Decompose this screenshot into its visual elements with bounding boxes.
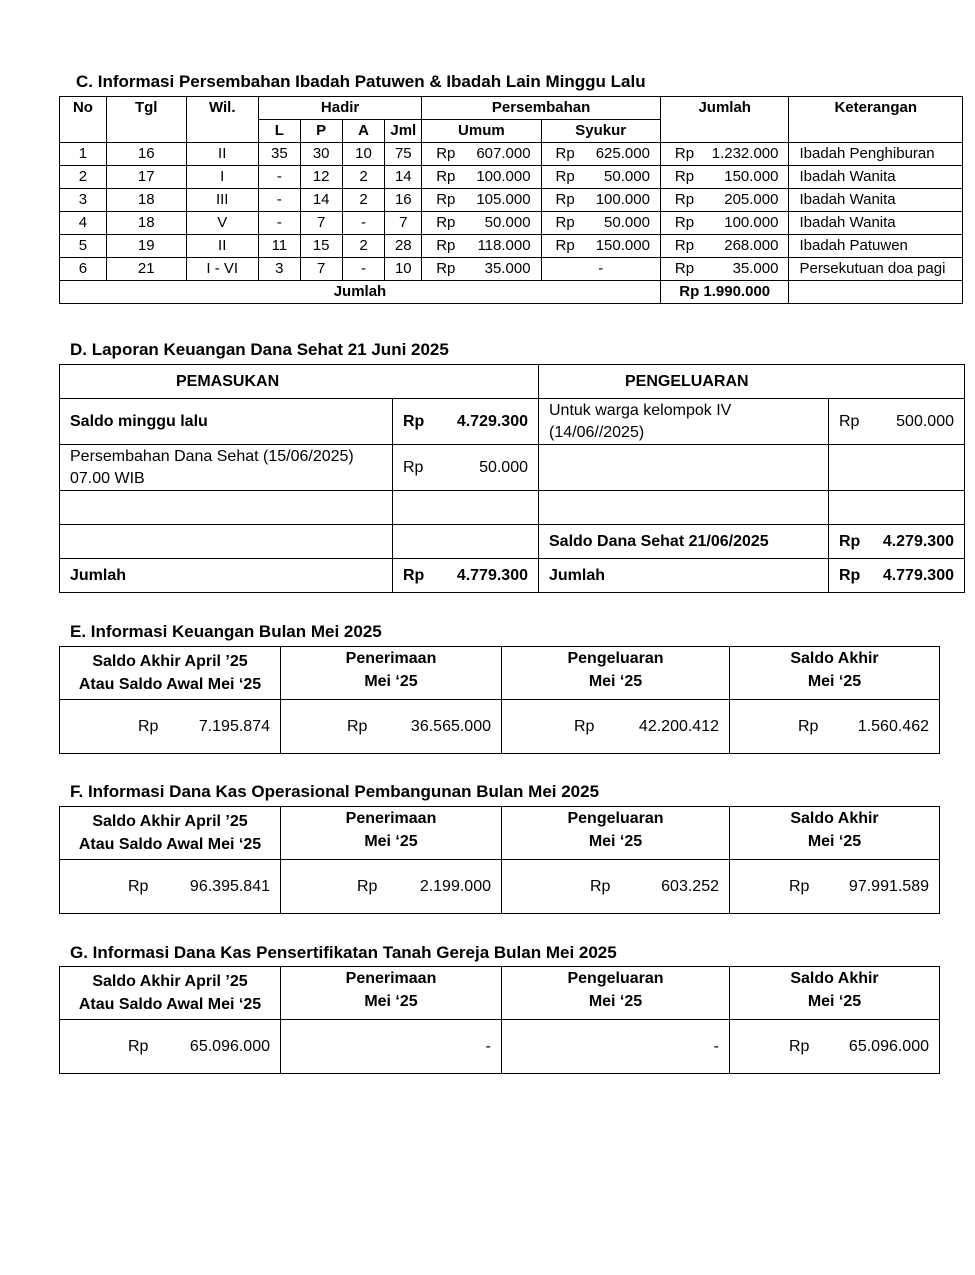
header-saldo-akhir: Saldo Akhir Mei ‘25 [730,647,940,700]
cell-a: 2 [342,189,385,212]
value-saldo-akhir: Rp 97.991.589 [730,860,940,914]
header-pengeluaran: Pengeluaran Mei ‘25 [502,647,730,700]
table-row [60,491,965,525]
cell-tgl: 21 [106,258,186,281]
jumlah-out-value: Rp 4.779.300 [829,559,965,593]
cell-p: 7 [300,212,342,235]
saldo-akhir-label: Saldo Dana Sehat 21/06/2025 [539,525,829,559]
expense-item-label: Untuk warga kelompok IV (14/06//2025) [539,399,829,445]
table-row [60,166,963,189]
cell-jumlah: Rp 268.000 [660,235,789,258]
cell-syukur: Rp 50.000 [541,166,660,189]
jumlah-out-label: Jumlah [539,559,829,593]
cell-l: - [258,212,300,235]
empty-cell [829,445,965,491]
header-l: L [258,120,300,143]
table-row [60,525,965,559]
cell-keterangan: Ibadah Patuwen [789,235,963,258]
cell-umum: Rp 100.000 [422,166,541,189]
total-empty [789,281,963,304]
header-jml: Jml [385,120,422,143]
income-item-label: Persembahan Dana Sehat (15/06/2025) 07.00 WIB [60,445,393,491]
cell-no: 5 [60,235,107,258]
cell-jumlah: Rp 1.232.000 [660,143,789,166]
value-penerimaan: - [281,1020,502,1074]
saldo-label: Saldo minggu lalu [60,399,393,445]
total-row [60,281,963,304]
cell-no: 6 [60,258,107,281]
cell-a: 10 [342,143,385,166]
expense-item-value: Rp 500.000 [829,399,965,445]
value-saldo-awal: Rp 7.195.874 [60,700,281,754]
header-hadir: Hadir [258,97,421,120]
value-saldo-awal: Rp 96.395.841 [60,860,281,914]
cell-p: 12 [300,166,342,189]
value-saldo-akhir: Rp 1.560.462 [730,700,940,754]
value-pengeluaran: - [502,1020,730,1074]
cell-a: - [342,258,385,281]
header-saldo-akhir: Saldo Akhir Mei ‘25 [730,807,940,860]
empty-cell [60,491,393,525]
table-row [60,212,963,235]
header-umum: Umum [422,120,541,143]
table-row [60,143,963,166]
cell-keterangan: Persekutuan doa pagi [789,258,963,281]
cell-tgl: 18 [106,212,186,235]
header-row [60,365,965,399]
cell-wil: I - VI [186,258,258,281]
cell-jumlah: Rp 150.000 [660,166,789,189]
section-d-title: D. Laporan Keuangan Dana Sehat 21 Juni 2025 [70,340,449,359]
cell-l: - [258,166,300,189]
pengeluaran-header: PENGELUARAN [539,365,965,399]
header-saldo-akhir: Saldo Akhir Mei ‘25 [730,967,940,1020]
cell-jml: 14 [385,166,422,189]
section-e-title: E. Informasi Keuangan Bulan Mei 2025 [70,622,382,641]
cell-no: 3 [60,189,107,212]
cell-a: 2 [342,235,385,258]
cell-umum: Rp 118.000 [422,235,541,258]
header-penerimaan: Penerimaan Mei ‘25 [281,647,502,700]
cell-jml: 16 [385,189,422,212]
cell-umum: Rp 105.000 [422,189,541,212]
cell-tgl: 18 [106,189,186,212]
income-item-value: Rp 50.000 [393,445,539,491]
cell-tgl: 16 [106,143,186,166]
header-persembahan: Persembahan [422,97,661,120]
value-saldo-awal: Rp 65.096.000 [60,1020,281,1074]
cell-a: - [342,212,385,235]
header-saldo-awal: Saldo Akhir April ’25 Atau Saldo Awal Mei ‘25 [60,647,281,700]
cell-jml: 10 [385,258,422,281]
header-row [60,807,940,860]
header-pengeluaran: Pengeluaran Mei ‘25 [502,967,730,1020]
header-jumlah: Jumlah [660,97,789,143]
value-row [60,700,940,754]
cell-wil: III [186,189,258,212]
jumlah-in-value: Rp 4.779.300 [393,559,539,593]
header-wil: Wil. [186,97,258,143]
header-no: No [60,97,107,143]
value-pengeluaran: Rp 42.200.412 [502,700,730,754]
cell-umum: Rp 607.000 [422,143,541,166]
value-penerimaan: Rp 36.565.000 [281,700,502,754]
pemasukan-header: PEMASUKAN [60,365,539,399]
table-row [60,445,965,491]
cell-jml: 75 [385,143,422,166]
cell-l: - [258,189,300,212]
cell-umum: Rp 35.000 [422,258,541,281]
cell-jml: 28 [385,235,422,258]
jumlah-in-label: Jumlah [60,559,393,593]
empty-cell [393,491,539,525]
cell-p: 30 [300,143,342,166]
empty-cell [829,491,965,525]
total-label: Jumlah [60,281,661,304]
header-keterangan: Keterangan [789,97,963,143]
cell-jumlah: Rp 35.000 [660,258,789,281]
cell-syukur: Rp 625.000 [541,143,660,166]
header-pengeluaran: Pengeluaran Mei ‘25 [502,807,730,860]
value-row [60,860,940,914]
empty-cell [60,525,393,559]
table-row [60,235,963,258]
header-saldo-awal: Saldo Akhir April ’25 Atau Saldo Awal Mei ‘25 [60,967,281,1020]
cell-jumlah: Rp 205.000 [660,189,789,212]
offering-table [59,96,963,304]
saldo-value: Rp 4.729.300 [393,399,539,445]
dana-sehat-table [59,364,965,593]
cell-p: 15 [300,235,342,258]
header-syukur: Syukur [541,120,660,143]
cell-syukur: - [541,258,660,281]
table-row [60,399,965,445]
kas-operasional-table [59,806,940,914]
cell-tgl: 19 [106,235,186,258]
header-saldo-awal: Saldo Akhir April ’25 Atau Saldo Awal Mei ‘25 [60,807,281,860]
table-row [60,189,963,212]
empty-cell [539,445,829,491]
table-row [60,258,963,281]
cell-l: 11 [258,235,300,258]
saldo-akhir-value: Rp 4.279.300 [829,525,965,559]
cell-jml: 7 [385,212,422,235]
cell-keterangan: Ibadah Penghiburan [789,143,963,166]
header-tgl: Tgl [106,97,186,143]
value-saldo-akhir: Rp 65.096.000 [730,1020,940,1074]
cell-a: 2 [342,166,385,189]
header-row [60,647,940,700]
empty-cell [393,525,539,559]
cell-syukur: Rp 100.000 [541,189,660,212]
cell-wil: II [186,235,258,258]
cell-keterangan: Ibadah Wanita [789,212,963,235]
cell-no: 1 [60,143,107,166]
header-row [60,967,940,1020]
header-a: A [342,120,385,143]
cell-wil: V [186,212,258,235]
cell-syukur: Rp 150.000 [541,235,660,258]
total-value: Rp 1.990.000 [660,281,789,304]
cell-wil: I [186,166,258,189]
value-penerimaan: Rp 2.199.000 [281,860,502,914]
cell-tgl: 17 [106,166,186,189]
keuangan-mei-table [59,646,940,754]
cell-keterangan: Ibadah Wanita [789,166,963,189]
cell-p: 14 [300,189,342,212]
section-g-title: G. Informasi Dana Kas Pensertifikatan Tanah Gereja Bulan Mei 2025 [70,943,617,962]
section-c-title: C. Informasi Persembahan Ibadah Patuwen & Ibadah Lain Minggu Lalu [76,72,646,91]
cell-keterangan: Ibadah Wanita [789,189,963,212]
value-pengeluaran: Rp 603.252 [502,860,730,914]
kas-sertifikat-table [59,966,940,1074]
section-f-title: F. Informasi Dana Kas Operasional Pembangunan Bulan Mei 2025 [70,782,600,801]
header-penerimaan: Penerimaan Mei ‘25 [281,807,502,860]
cell-syukur: Rp 50.000 [541,212,660,235]
cell-umum: Rp 50.000 [422,212,541,235]
cell-l: 35 [258,143,300,166]
empty-cell [539,491,829,525]
cell-jumlah: Rp 100.000 [660,212,789,235]
value-row [60,1020,940,1074]
cell-wil: II [186,143,258,166]
header-penerimaan: Penerimaan Mei ‘25 [281,967,502,1020]
header-p: P [300,120,342,143]
total-row [60,559,965,593]
cell-no: 4 [60,212,107,235]
cell-no: 2 [60,166,107,189]
cell-l: 3 [258,258,300,281]
table-header-row [60,97,963,120]
cell-p: 7 [300,258,342,281]
